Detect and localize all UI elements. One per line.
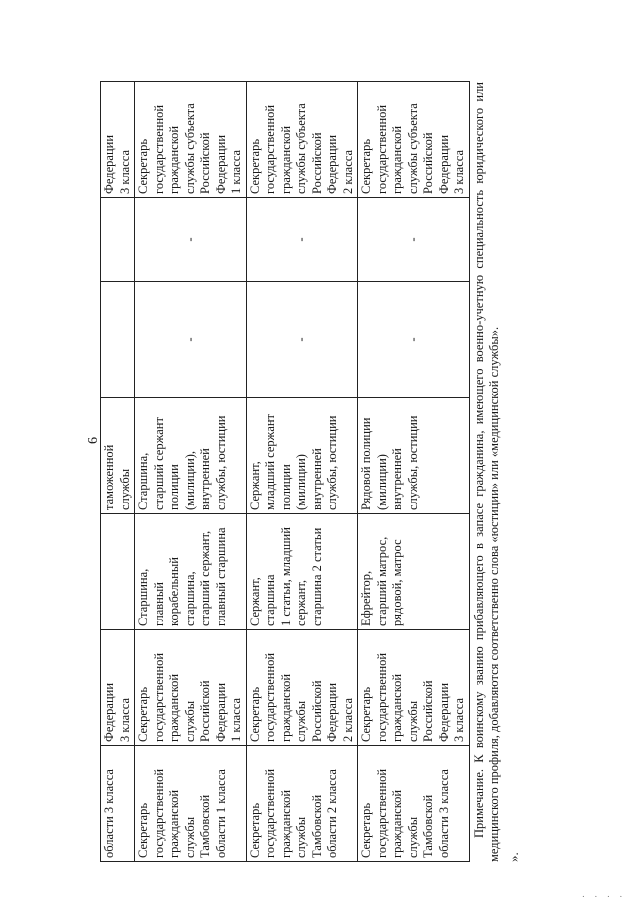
scan-artifact-dots: . . . . <box>582 889 626 899</box>
table-cell: Секретарь государственной гражданской службы Тамбовской области 3 класса <box>358 746 470 862</box>
table-cell: Старшина, главный корабельный старшина, старший сержант, главный старшина <box>135 514 247 630</box>
table-cell: Секретарь государственной гражданской службы Российской Федерации 2 класса <box>246 630 358 746</box>
rotated-page-content <box>100 82 521 862</box>
table-cell <box>101 282 135 398</box>
table-cell: Секретарь государственной гражданской службы Российской Федерации 1 класса <box>135 630 247 746</box>
table-cell: Рядовой полиции (милиции) внутренней службы, юстиции <box>358 398 470 514</box>
table-row <box>101 82 135 862</box>
table-cell: - <box>358 282 470 398</box>
table-cell: Ефрейтор, старший матрос, рядовой, матрос <box>358 514 470 630</box>
table-cell: Секретарь государственной гражданской службы Тамбовской области 2 класса <box>246 746 358 862</box>
table-cell: таможенной службы <box>101 398 135 514</box>
table-cell: Секретарь государственной гражданской службы субъекта Российской Федерации 2 класса <box>246 82 358 198</box>
table-cell: Сержант, младший сержант полиции (милиции) внутренней службы, юстиции <box>246 398 358 514</box>
table-cell: Федерации 3 класса <box>101 630 135 746</box>
table-cell: Секретарь государственной гражданской службы субъекта Российской Федерации 1 класса <box>135 82 247 198</box>
table-cell: Сержант, старшина 1 статьи, младший сержант, старшина 2 статьи <box>246 514 358 630</box>
rank-equivalence-table <box>100 81 470 862</box>
table-cell: Федерации 3 класса <box>101 82 135 198</box>
page-number: 6 <box>86 437 101 444</box>
table-cell <box>101 514 135 630</box>
table-row <box>358 82 470 862</box>
table-cell: - <box>135 282 247 398</box>
closing-quote-mark: ». <box>505 852 521 862</box>
table-row <box>135 82 247 862</box>
table-cell: Секретарь государственной гражданской службы субъекта Российской Федерации 3 класса <box>358 82 470 198</box>
table-cell: - <box>358 198 470 282</box>
table-cell: Секретарь государственной гражданской службы Российской Федерации 3 класса <box>358 630 470 746</box>
table-row <box>246 82 358 862</box>
table-cell: - <box>246 282 358 398</box>
table-cell: Старшина, старший сержант полиции (милиции), внутренней службы, юстиции <box>135 398 247 514</box>
table-cell: - <box>246 198 358 282</box>
table-cell <box>101 198 135 282</box>
table-body <box>101 82 470 862</box>
table-cell: - <box>135 198 247 282</box>
table-footnote: Примечание. К воинскому званию прибавляющего в запасе гражданина, имеющего военно-учетную специальность юридического или медицинского профиля, добавляются соответственно слова «юстиции» или «медицинской службы». <box>471 82 501 862</box>
table-cell: Секретарь государственной гражданской службы Тамбовской области 1 класса <box>135 746 247 862</box>
table-cell: области 3 класса <box>101 746 135 862</box>
